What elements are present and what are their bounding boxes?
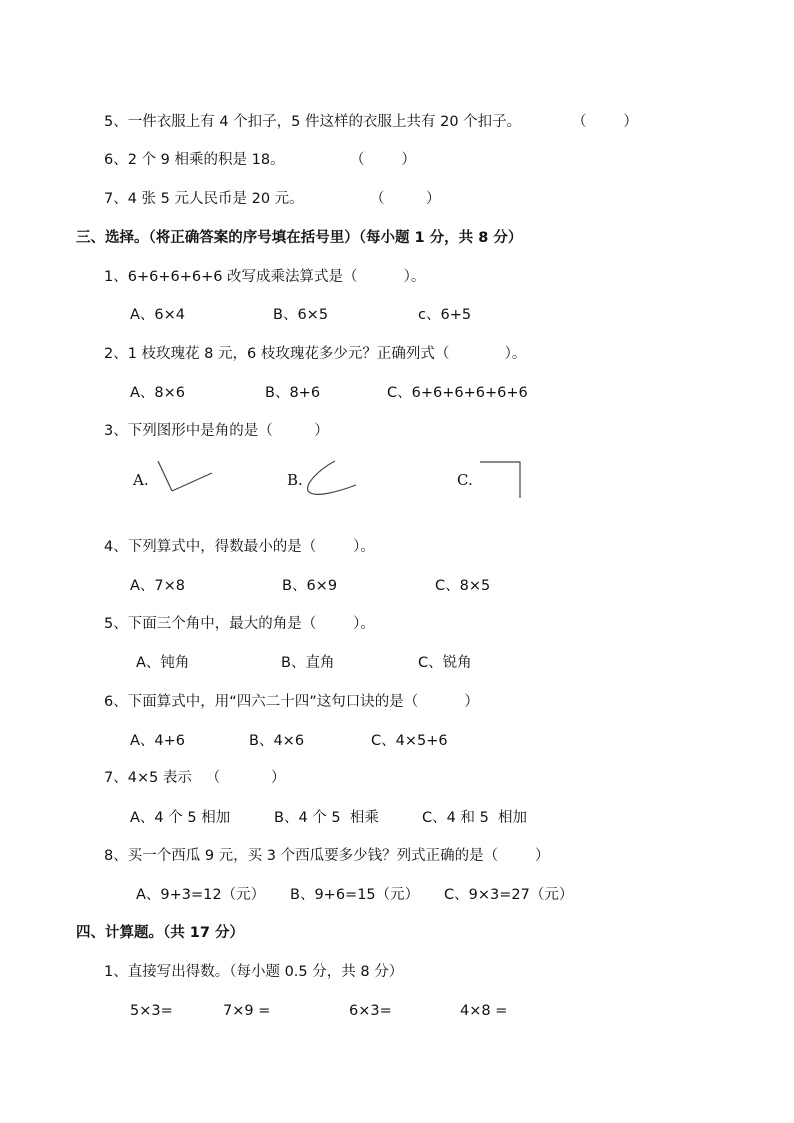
option-a: A、8×6 — [130, 385, 186, 401]
option-b: B、6×5 — [273, 307, 329, 323]
option-a: A、9+3=12（元） — [136, 887, 266, 903]
figure-label-b: B. — [287, 471, 303, 489]
option-b: B、4 个 5 相乘 — [274, 810, 379, 826]
calc-item: 4×8 = — [460, 1003, 508, 1019]
question-3: 3、下列图形中是角的是（ ） — [104, 423, 329, 439]
judge-item-6: 6、2 个 9 相乘的积是 18。 — [104, 152, 285, 168]
calc-item: 5×3= — [130, 1003, 173, 1019]
section-3-title: 三、选择。（将正确答案的序号填在括号里）（每小题 1 分，共 8 分） — [76, 230, 523, 246]
section-4-title: 四、计算题。（共 17 分） — [76, 925, 245, 941]
answer-paren[interactable]: （ ） — [370, 191, 441, 207]
question-8: 8、买一个西瓜 9 元，买 3 个西瓜要多少钱？列式正确的是（ ） — [104, 848, 550, 864]
option-b: B、9+6=15（元） — [290, 887, 420, 903]
judge-item-7: 7、4 张 5 元人民币是 20 元。 — [104, 191, 304, 207]
figure-b-curve — [300, 455, 365, 500]
question-7: 7、4×5 表示 （ ） — [104, 770, 286, 786]
figure-label-c: C. — [457, 471, 473, 489]
figure-label-a: A. — [133, 471, 149, 489]
calc-sub-title: 1、直接写出得数。（每小题 0.5 分，共 8 分） — [104, 964, 404, 980]
option-c: C、4 和 5 相加 — [422, 810, 528, 826]
answer-paren[interactable]: （ ） — [572, 114, 638, 130]
option-a: A、7×8 — [130, 578, 186, 594]
option-c: C、4×5+6 — [371, 733, 448, 749]
option-b: B、4×6 — [249, 733, 305, 749]
question-6: 6、下面算式中，用“四六二十四”这句口诀的是（ ） — [104, 694, 479, 710]
option-a: A、6×4 — [130, 307, 186, 323]
answer-paren[interactable]: （ ） — [350, 152, 416, 168]
question-5: 5、下面三个角中，最大的角是（ ）。 — [104, 616, 375, 632]
option-c: C、6+6+6+6+6+6 — [387, 385, 528, 401]
option-c: C、9×3=27（元） — [444, 887, 574, 903]
figure-c-right-angle — [478, 460, 528, 502]
option-b: B、直角 — [281, 655, 335, 671]
option-a: A、4 个 5 相加 — [130, 810, 231, 826]
option-c: C、8×5 — [435, 578, 491, 594]
figure-a-lines — [150, 455, 220, 500]
option-a: A、4+6 — [130, 733, 186, 749]
judge-item-5: 5、一件衣服上有 4 个扣子，5 件这样的衣服上共有 20 个扣子。 — [104, 114, 522, 130]
calc-item: 6×3= — [349, 1003, 392, 1019]
option-b: B、8+6 — [265, 385, 321, 401]
option-a: A、钝角 — [136, 655, 190, 671]
question-2: 2、1 枝玫瑰花 8 元，6 枝玫瑰花多少元？正确列式（ ）。 — [104, 346, 527, 362]
option-c: C、锐角 — [418, 655, 472, 671]
option-c: c、6+5 — [418, 307, 472, 323]
option-b: B、6×9 — [282, 578, 338, 594]
question-4: 4、下列算式中，得数最小的是（ ）。 — [104, 539, 375, 555]
calc-item: 7×9 = — [223, 1003, 271, 1019]
question-1: 1、6+6+6+6+6 改写成乘法算式是（ ）。 — [104, 269, 426, 285]
